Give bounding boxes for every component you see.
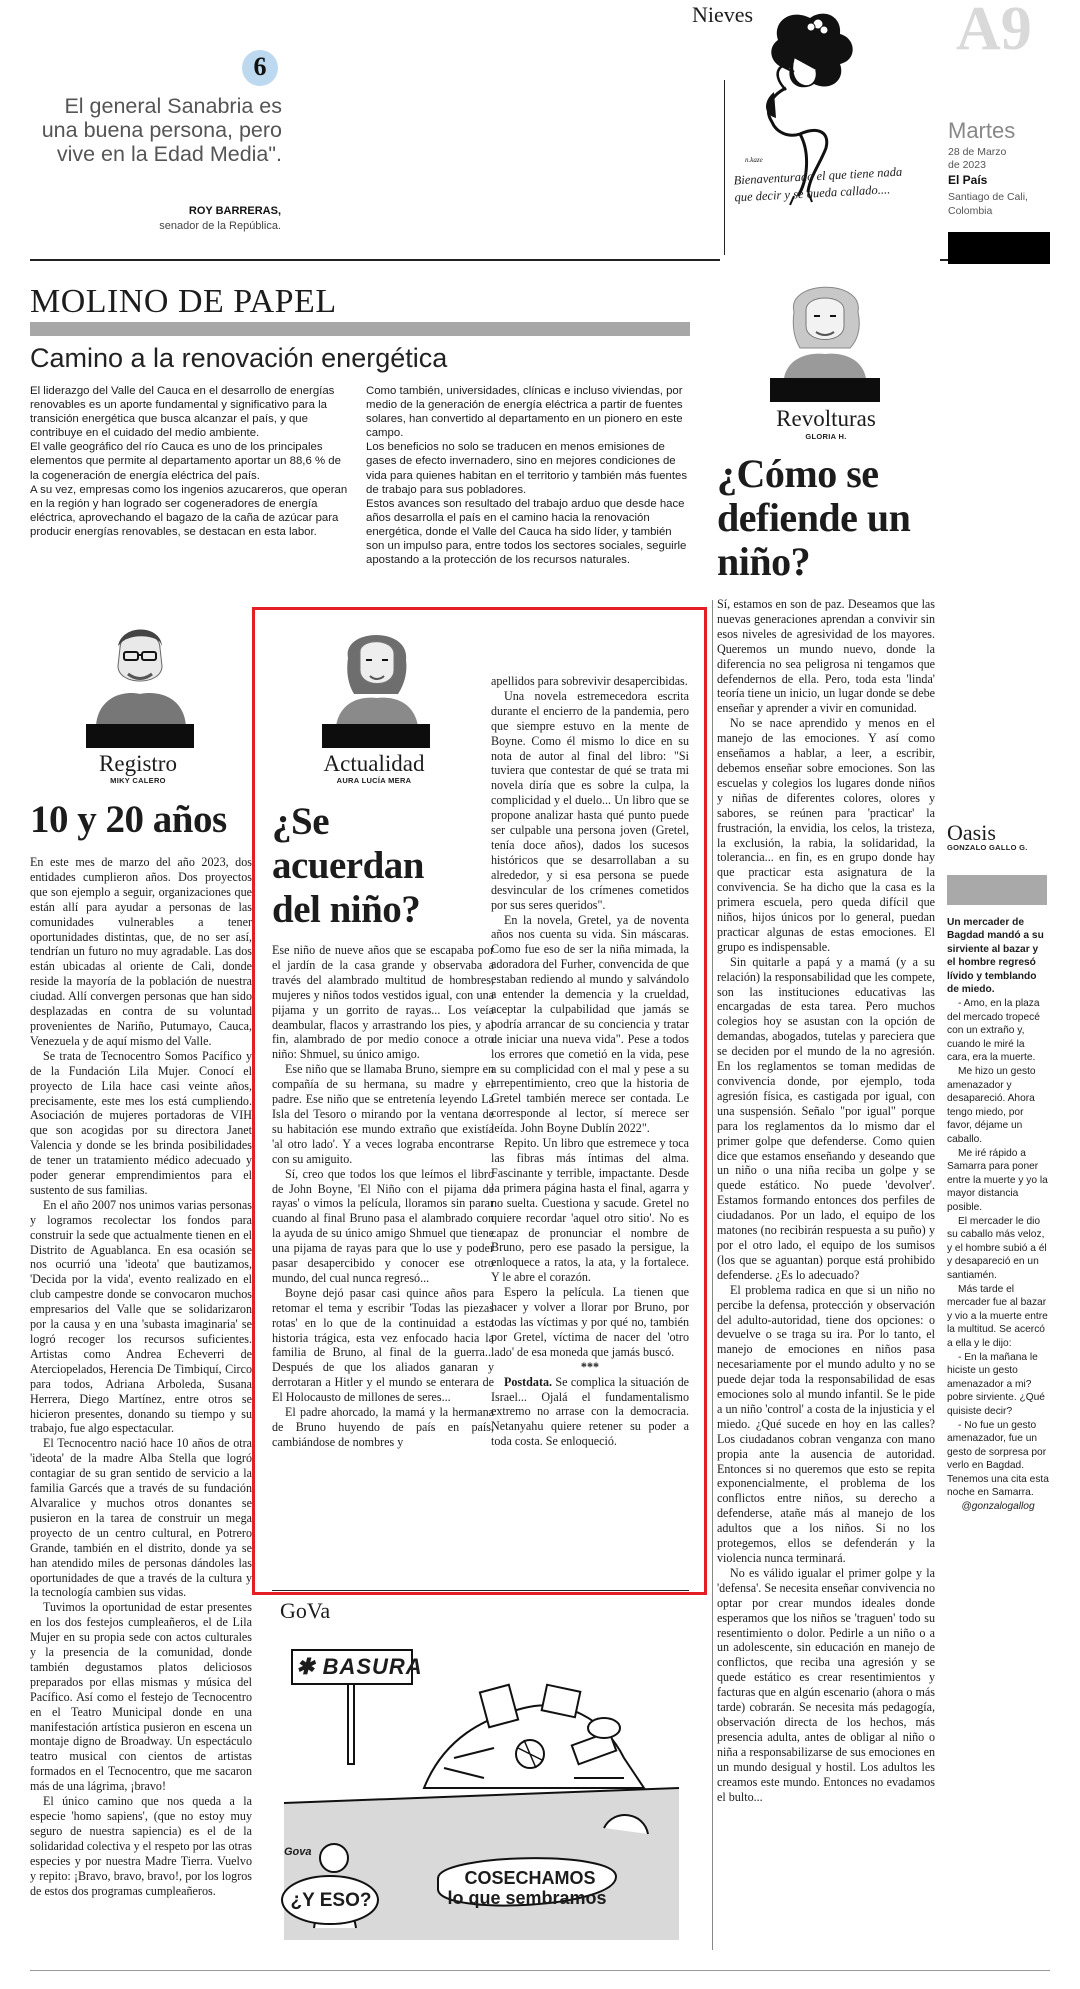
- nieves-cartoon: [690, 0, 915, 255]
- oasis-paragraph: - Amo, en la plaza del mercado tropecé con un extraño y, cuando le miré la cara, era la muerte.: [947, 998, 1040, 1064]
- footer-rule: [30, 1970, 1050, 1971]
- actualidad-headshot: [322, 618, 430, 726]
- oasis-paragraph: Me iré rápido a Samarra para poner entre la muerte y yo la mayor distancia posible.: [947, 1147, 1048, 1213]
- registro-paragraph: En el año 2007 nos unimos varias personas y logramos recolectar los fondos para construir la sede que actualmente tienen en el Distrito de Aguablanca. En esa ocasión se nos ocurrió una 'ideota' que bautizamos, 'Decida por la vida', evento realizado en el club campestre donde se convocaron muchos empresarios del Valle que se solidarizaron por la causa y en una 'subasta imaginaria' se logró recoger los recursos suficientes. Artistas como Andrea Echeverri de Aterciopelados, Herencia De Timbiquí, Circo para todos, Adriana Arboleda, Susana Herrera, Diego Martínez, entre otros se hicieron presentes, donando su tiempo y su trabajo, fue algo espectacular.: [30, 1197, 252, 1436]
- registro-paragraph: Tuvimos la oportunidad de estar presentes en los dos festejos cumpleañeros, el de Lila Mujer en su propia sede con actos culturales y la presencia de la comunidad, donde también degustamos platos deliciosos preparados por ellas mismas y música del Pacífico. Así como el festejo de Tecnocentro en el Teatro Municipal donde en una manifestación artística pusieron en escena un montaje digno de Broadway. Un espectáculo teatro musical con cientos de artistas formados en el Tecnocentro, que me sacaron más de una lágrima, ¡bravo!: [30, 1600, 252, 1794]
- quote-block: [30, 50, 285, 240]
- revolturas-paragraph: Sin quitarle a papá y a mamá (y a su relación) la responsabilidad que les compete, son las instituciones educativas las encargadas de esta tarea. Pero muchos colegios hoy se asustan con la opción de demandas, abogados, tutelas y pareciera que se deciden por el mundo de la no agresión. En los reglamentos se toman medidas de convivencia donde, por ejemplo, toda agresión física, es castigada por igual, con una suspensión. Señalo "por igual" porque para los reglamentos da lo mismo dar el primer golpe que defenderse. Como quien dice que estamos enseñando y deseando que un niño o una niña reciba un golpe y se quede estático. No puede 'devolver'. Estamos formando entonces dos perfiles de ciudadanos. Por un lado, el equipo de los matones (no recibirán respuesta a su puño) y por el otro lado, el equipo de los sumisos (los que se aguantan) porque está prohibido defenderse. ¿Es lo adecuado?: [717, 954, 935, 1282]
- molino-gray-bar: [30, 322, 690, 336]
- molino-section-title: MOLINO DE PAPEL: [30, 283, 337, 320]
- molino-col2-p: Los beneficios no solo se traducen en menos emisiones de gases de efecto invernadero, sino en mejores condiciones de vida para quienes habitan en el territorio y también más fuentes de trabajo para sus pobladores.: [366, 441, 688, 496]
- quote-role: senador de la República.: [159, 220, 281, 232]
- date-block: [948, 0, 1060, 270]
- date-text: 28 de Marzo de 2023: [948, 146, 1007, 171]
- gova-sign-label: BASURA: [322, 1654, 423, 1679]
- registro-title: 10 y 20 años: [30, 798, 227, 841]
- registro-paragraph: El único camino que nos queda a la especie 'homo sapiens', (que no estoy muy seguro de nuestra sapiencia) es el de la solidaridad colectiva y el respeto por las otras especies y por nuestra Madre Tierra. Vuelvo y repito: ¡Bravo, bravo, bravo!, por los logros de estos dos programas cumpleañeros.: [30, 1794, 252, 1898]
- oasis-paragraph: Más tarde el mercader fue al bazar y vio a la muerte entre la multitud. Se acercó a ella y le dijo:: [947, 1283, 1048, 1349]
- actualidad-title: ¿Se acuerdan del niño?: [272, 800, 424, 931]
- registro-paragraph: El Tecnocentro nació hace 10 años de otra 'ideota' de la madre Alba Stella que logró contagiar de su gran sentido de servicio a la familia Garcés que a través de su fundación Alvaralice y muchos otros donantes se pusieron en la tarea de construir un mega proyecto de un centro cultural, en Potrero Grande, también en el distrito, donde ya se han atendido miles de personas dándoles las oportunidades de que a través de la cultura y la tecnología cambien sus vidas.: [30, 1436, 252, 1600]
- header-rule: [30, 259, 720, 261]
- molino-col2-p: Como también, universidades, clínicas e incluso viviendas, por medio de la generación de energía eléctrica a partir de fuentes solares, han convertido al departamento en un pionero en este campo.: [366, 385, 683, 440]
- photo-bar: [86, 724, 194, 748]
- actualidad-paragraph: Una novela estremecedora escrita durante el encierro de la pandemia, pero que siempre estuvo en la mente de Boyne. Como él mismo lo dice en su nota de autor al final del libro: "Si tuviera que contestar de qué se trata mi novela diría que es sobre la culpa, la complicidad y el duelo... Un libro que se propone analizar hasta qué punto puede ser culpable una persona joven (Gretel, tenía doce años), dados los sucesos históricos que se desarrollaban a su alrededor, y si esa persona se puede desvincular de los crímenes cometidos por sus seres queridos".: [491, 688, 689, 912]
- revolturas-photo: [770, 272, 880, 402]
- revolturas-column-name: Revolturas: [776, 406, 876, 431]
- weekday: Martes: [948, 118, 1016, 143]
- actualidad-paragraph: Sí, creo que todos los que leímos el libro de John Boyne, 'El Niño con el pijama de rayas' o vimos la película, lloramos sin parar cuando al final Bruno pasa el alambrado con la ayuda de su único amigo Shmuel que tiene una pijama de rayas para que lo use y poder pasar desapercibido y conocer ese otro mundo, del cual nunca regresó...: [272, 1166, 494, 1285]
- molino-title: Camino a la renovación energética: [30, 343, 448, 373]
- oasis-paragraph: - No fue un gesto amenazador, fue un gesto de sorpresa por verlo en Bagdad. Tenemos una cita esta noche en Samarra.: [947, 1420, 1049, 1499]
- date-black-bar: [948, 232, 1050, 264]
- gova-sign-text: [296, 1654, 423, 1680]
- oasis-gray-bar: [947, 875, 1047, 905]
- gova-speech-2b: lo que sembramos: [447, 1888, 607, 1908]
- oasis-paragraph: - En la mañana le hiciste un gesto amenazador a mi?pobre sirviente. ¿Qué quisiste decir?: [947, 1352, 1045, 1417]
- registro-author: MIKY CALERO: [110, 776, 166, 785]
- registro-photo: [86, 618, 194, 748]
- gova-label: GoVa: [280, 1598, 331, 1623]
- revolturas-paragraph: El problema radica en que si un niño no percibe la defensa, protección y observación del adulto-autoridad, tiene dos opciones: o devuelve o se traga su ira. Por lo tanto, el manejo de emociones en niños pasa necesariamente por el mundo adulto y no se puede dejar toda la responsabilidad de esas emociones solo al mundo infantil. Se le pide a un niño 'control' a costa de la injusticia y el miedo. ¿Qué sucede en hoy en las calles? Los ciudadanos cobran venganza con mano propia ante la ausencia de autoridad. Entonces si no queremos que esto se repita exponencialmente, el problema de los conflictos entre niños, su derecho a defenderse, atañe más al manejo de los adultos que a los niños. Si no los protegemos, ellos se defenderán y la violencia nunca terminará.: [717, 1282, 935, 1565]
- gova-speech-1: ¿Y ESO?: [290, 1890, 372, 1911]
- actualidad-author: AURA LUCÍA MERA: [336, 776, 412, 785]
- photo-bar: [322, 724, 430, 748]
- actualidad-paragraph: apellidos para sobrevivir desapercibidas.: [491, 674, 688, 688]
- registro-headshot: [86, 618, 194, 726]
- oasis-lead: Un mercader de Bagdad mandó a su sirviente al bazar y el hombre regresó lívido y temblando de miedo.: [947, 917, 1044, 996]
- actualidad-paragraph: En la novela, Gretel, ya de noventa años nos cuenta su vida. Sin máscaras. Como fue eso de ser la niña mimada, la adoradora del Furher, convencida de que estaban rediendo al mundo y salvándolo a entender la demencia y la crueldad, aceptar la culpabilidad que jamás se podría arrancar de su conciencia y tratar de iniciar una nueva vida". Pese a todos los errores que cometió en la vida, pese a su complicidad con el mal y pese a su arrepentimiento, creo que la historia de Gretel también merece ser contada. Le corresponde al lector, sí merece ser leída. John Boyne Dublín 2022".: [491, 912, 689, 1136]
- molino-col1-p: El valle geográfico del río Cauca es uno de los principales elementos que permite al departamento aportar un 88,6 % de la cogeneración de energía eléctrica del país.: [30, 441, 341, 482]
- revolturas-body: [717, 597, 935, 1804]
- nieves-label: Nieves: [692, 2, 754, 27]
- quote-author: ROY BARRERAS,: [188, 205, 281, 217]
- oasis-paragraph: Me hizo un gesto amenazador y desapareció. Ahora tengo miedo, por favor, déjame un caballo.: [947, 1066, 1036, 1145]
- photo-bar: [770, 378, 880, 402]
- paper-name: El País: [948, 173, 988, 187]
- revolturas-paragraph: Sí, estamos en son de paz. Deseamos que las nuevas generaciones aprendan a convivir sin esos niveles de agresividad de los mayores. Queremos un mundo nuevo, donde la diferencia no sea peligrosa ni tengamos que defendernos de ella. Pero, toda esta 'linda' teoría tiene un inicio, un lugar donde se debe enseñar y aprender a vivir en comunidad.: [717, 597, 935, 716]
- quote-icon: 6: [253, 52, 267, 81]
- postdata-label: Postdata.: [504, 1374, 553, 1389]
- oasis-column-name: Oasis: [947, 820, 996, 845]
- revolturas-headshot: [770, 272, 880, 378]
- revolturas-paragraph: No es válido igualar el primer golpe y la 'defensa'. Se necesita enseñar convivencia no optar por crear mundos ideales donde esperamos que los niños se 'traguen' todo su resentimiento o dolor. Pedirle a un niño o a un adolescente, sin educación en manejo de conflictos, que reciba una agresión y se quede estático es crear resentimientos y facturas que en algún escenario (ahora o más tarde) cobrarán. Se necesita más pedagogía, observación directa de los hechos, más presencia adulta, antes de obligar al niño o niña a responsabilizarse de sus emociones en un mundo desigual y hostil. Los adultos les creamos este mundo. Entonces no evadamos el bulto...: [717, 1565, 935, 1804]
- gova-signature: Gova: [284, 1846, 312, 1858]
- gova-speech-2a: COSECHAMOS: [464, 1868, 596, 1888]
- revolturas-left-rule: [712, 600, 713, 1950]
- actualidad-stars: ***: [580, 1359, 600, 1374]
- registro-column-name: Registro: [99, 751, 177, 776]
- molino-col2: [366, 384, 692, 567]
- revolturas-author: GLORIA H.: [805, 432, 847, 441]
- molino-col1-p: El liderazgo del Valle del Cauca en el desarrollo de energías renovables es un aporte fundamental y significativo para la transición energética que busca alcanzar el país, y que contribuye en el cuidado del medio ambiente.: [30, 385, 335, 440]
- page-number: A9: [956, 0, 1032, 63]
- actualidad-col2: [491, 674, 689, 1449]
- registro-paragraph: En este mes de marzo del año 2023, dos entidades cumplieron años. Dos proyectos que son ejemplo a seguir, organizaciones que están allí para ayudar a personas de las comunidades vulnerables a tener oportunidades distintas, que, de no ser así, tendrían un futuro no muy agradable. Las dos están ubicadas al oriente de Cali, donde reside la mayoría de la población de nuestra ciudad. Allí convergen personas que han sido desplazadas en contra de su voluntad provenientes de Nariño, Putumayo, Cauca, Venezuela y de aquí mismo del Valle.: [30, 855, 252, 1048]
- actualidad-paragraph: Ese niño de nueve años que se escapaba por el jardín de la casa grande y observaba a través del alambrado multitud de hombres, mujeres y niños todos vestidos igual, con una pijama y un gorrito de rayas... Los veía deambular, flacos y arrastrando los pies, y al fin, alambrado de por medio conoce a otro niño: Shmuel, su único amigo.: [272, 943, 494, 1062]
- gova-asterisk-icon: ✱: [296, 1654, 316, 1679]
- nieves-signature: n.kaze: [745, 156, 763, 164]
- actualidad-col1: [272, 943, 494, 1450]
- postdata-text: Se complica la situación de Israel... Ojalá el fundamentalismo extremo no arrase con la democracia. Netanyahu quiere retener su poder a toda costa. Se enloqueció.: [491, 1374, 689, 1449]
- actualidad-paragraph: Boyne dejó pasar casi quince años para retomar el tema y escribir 'Todas las piezas rotas' en lo que de la continuidad a esta historia trágica, esta vez enfocado hacia la familia de Bruno, al final de la guerra... Después de que los aliados ganaran y derrotaran a Hitler y el mundo se enterara de El Holocausto de millones de seres...: [272, 1285, 494, 1405]
- revolturas-title: ¿Cómo se defiende un niño?: [717, 451, 911, 584]
- quote-badge: [242, 50, 278, 86]
- oasis-handle: @gonzalogallog: [961, 1501, 1035, 1513]
- oasis-author: GONZALO GALLO G.: [947, 843, 1028, 852]
- place-text: Santiago de Cali, Colombia: [948, 191, 1028, 217]
- oasis-paragraph: El mercader le dio su caballo más veloz, y el hombre subió a él y desapareció en un santiamén.: [947, 1215, 1047, 1281]
- molino-col1-p: A su vez, empresas como los ingenios azucareros, que operan en la región y han logrado ser cogeneradores de energía eléctrica, aprovechando el bagazo de la caña de azúcar para producir energías renovables, se destacan en esta labor.: [30, 483, 348, 538]
- actualidad-photo: [322, 618, 430, 748]
- oasis-body: [947, 916, 1049, 1515]
- actualidad-postdata: [491, 1375, 689, 1450]
- gova-cartoon: [274, 1628, 689, 1940]
- actualidad-paragraph: Repito. Un libro que estremece y toca las fibras más íntimas del alma. Fascinante y terrible, impactante. Desde la primera página hasta el final, agarra y no suelta. Cuestiona y sacude. Gretel no quiere recordar 'aquel otro sitio'. No es capaz de pronunciar el nombre de Bruno, pero ese pasado la persigue, la enloquece a ratos, la ata, y la fortalece. Y le abre el corazón.: [491, 1136, 689, 1285]
- actualidad-paragraph: Ese niño que se llamaba Bruno, siempre en compañía de su hermana, su madre y el padre. Ese niño que se entretenía leyendo La Isla del Tesoro o mirando por la ventana de su habitación ese mundo extraño que existía 'al otro lado'. Y a veces lograba encontrarse con su amiguito.: [272, 1062, 494, 1166]
- actualidad-end-rule: [272, 1590, 689, 1591]
- actualidad-paragraph: El padre ahorcado, la mamá y la hermana de Bruno huyendo de país en país, cambiándose de nombres y: [272, 1405, 494, 1449]
- actualidad-column-name: Actualidad: [323, 751, 425, 776]
- molino-col2-p: Estos avances son resultado del trabajo arduo que desde hace años desarrolla el país en el camino hacia la renovación energética, donde el Valle del Cauca ha sido líder, y también son un impulso para, entre todos los sectores sociales, seguirle apostando a la protección de los recursos naturales.: [366, 497, 687, 567]
- actualidad-paragraph: Espero la película. La tienen que hacer y volver a llorar por Bruno, por todas las víctimas y por qué no, también por Gretel, víctima de nacer del 'otro lado' de esa moneda que jamás buscó.: [491, 1285, 689, 1359]
- quote-text: El general Sanabria es una buena persona, pero vive en la Edad Media".: [41, 94, 282, 166]
- nieves-caption: Bienaventurado el que tiene nada que decir y se queda callado....: [733, 164, 903, 205]
- registro-paragraph: Se trata de Tecnocentro Somos Pacífico y de la Fundación Lila Mujer. Conocí el proyecto de Lila hace casi veinte años, precisamente, este mes los está cumpliendo. Asociación de mujeres portadoras de VIH que son acogidas por su directora Janet Valencia y donde se les brinda posibilidades de tener un tratamiento médico adecuado y poder generar emprendimientos para el sustento de sus familias.: [30, 1048, 252, 1197]
- registro-body: [30, 855, 252, 1898]
- revolturas-paragraph: No se nace aprendido y menos en el manejo de las emociones. Y así como enseñamos a hablar, a leer, a escribir, debemos enseñar sobre emociones. Son las escuelas y colegios los lugares donde niños y niñas de diferentes colores, olores y sabores, se reúnen para 'practicar' la frustración, la envidia, los celos, la tristeza, la exclusión, la rabia, la solidaridad, la tolerancia... en fin, es en grupo donde hay que practicar esta asignatura de la convivencia. Se ha dicho que la casa es la primera escuela, pero queda difícil que niños, hijos únicos por lo general, puedan practicar algunas de estas emociones. El grupo es indispensable.: [717, 716, 935, 954]
- molino-col1: [30, 384, 350, 539]
- nieves-drawing: [690, 0, 915, 255]
